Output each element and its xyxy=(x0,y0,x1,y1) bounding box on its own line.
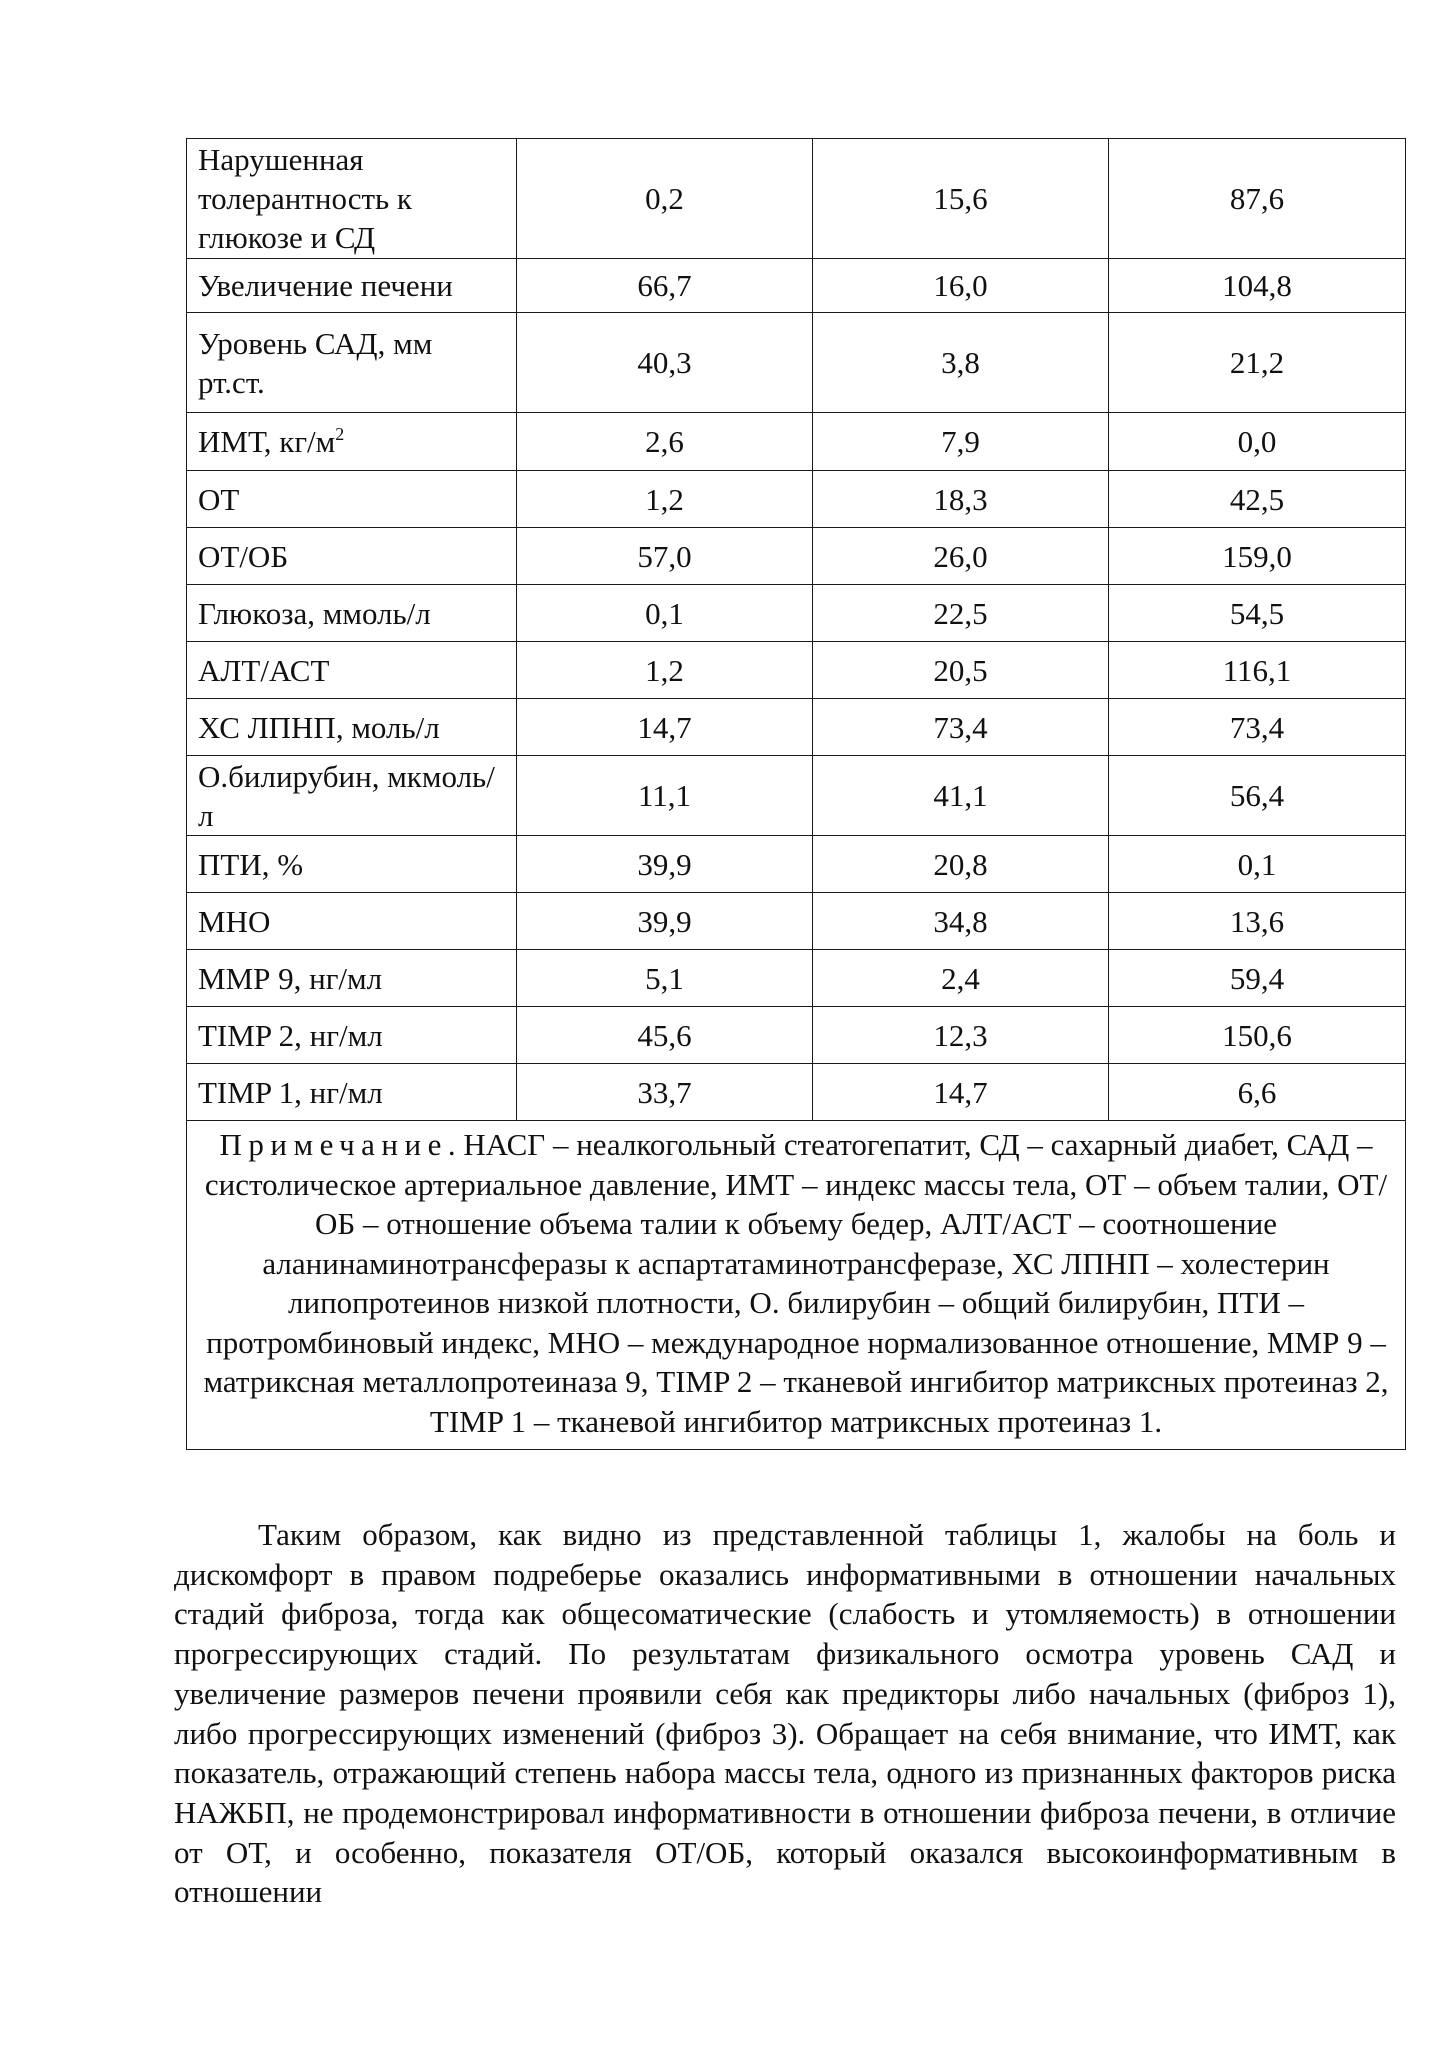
table-row xyxy=(187,471,1406,528)
value-cell: 66,7 xyxy=(517,259,813,313)
value-cell: 3,8 xyxy=(813,313,1109,413)
table-row xyxy=(187,699,1406,756)
table-row xyxy=(187,313,1406,413)
value-cell: 5,1 xyxy=(517,950,813,1007)
table-row xyxy=(187,893,1406,950)
value-cell: 41,1 xyxy=(813,756,1109,836)
value-cell: 40,3 xyxy=(517,313,813,413)
table-row xyxy=(187,642,1406,699)
indicator-label-text: Глюкоза, ммоль/л xyxy=(198,595,431,631)
value-cell: 15,6 xyxy=(813,139,1109,259)
value-cell: 42,5 xyxy=(1109,471,1406,528)
indicator-label xyxy=(187,756,517,836)
value-cell: 104,8 xyxy=(1109,259,1406,313)
value-cell: 16,0 xyxy=(813,259,1109,313)
value-cell: 0,2 xyxy=(517,139,813,259)
indicator-label-text: TIMP 2, нг/мл xyxy=(198,1017,383,1053)
value-cell: 6,6 xyxy=(1109,1064,1406,1121)
value-cell: 22,5 xyxy=(813,585,1109,642)
indicator-label-text: АЛТ/АСТ xyxy=(198,652,330,688)
indicator-label xyxy=(187,893,517,950)
value-cell: 116,1 xyxy=(1109,642,1406,699)
value-cell: 20,5 xyxy=(813,642,1109,699)
value-cell: 1,2 xyxy=(517,471,813,528)
value-cell: 57,0 xyxy=(517,528,813,585)
note-text: . НАСГ – неалкогольный стеатогепатит, СД – сахарный диабет, САД – систолическое артериальное давление, ИМТ – индекс массы тела, ОТ – объем талии, ОТ/ОБ – отношение объема талии к объему бедер, АЛТ/АСТ – соотношение аланинаминотрансферазы к аспартатаминотрансферазе, ХС ЛПНП – холестерин липопротеинов низкой плотности, О. билирубин – общий билирубин, ПТИ – протромбиновый индекс, МНО – международное нормализованное отношение, ММР 9 – матриксная металлопротеиназа 9, TIMP 2 – тканевой ингибитор матриксных протеиназ 2, TIMP 1 – тканевой ингибитор матриксных протеиназ 1. xyxy=(203,1127,1389,1439)
value-cell: 0,1 xyxy=(517,585,813,642)
indicator-label-text: ММР 9, нг/мл xyxy=(198,960,383,996)
value-cell: 13,6 xyxy=(1109,893,1406,950)
table-row xyxy=(187,950,1406,1007)
indicator-label xyxy=(187,139,517,259)
value-cell: 1,2 xyxy=(517,642,813,699)
value-cell: 73,4 xyxy=(1109,699,1406,756)
value-cell: 0,0 xyxy=(1109,413,1406,471)
body-paragraph: Таким образом, как видно из представленной таблицы 1, жалобы на боль и дискомфорт в правом подреберье оказались информативными в отношении начальных стадий фиброза, тогда как общесоматические (слабость и утомляемость) в отношении прогрессирующих стадий. По результатам физикального осмотра уровень САД и увеличение размеров печени проявили себя как предикторы либо начальных (фиброз 1), либо прогрессирующих изменений (фиброз 3). Обращает на себя внимание, что ИМТ, как показатель, отражающий степень набора массы тела, одного из признанных факторов риска НАЖБП, не продемонстрировал информативности в отношении фиброза печени, в отличие от ОТ, и особенно, показателя ОТ/ОБ, который оказался высокоинформативным в отношении xyxy=(174,1517,1396,1910)
value-cell: 14,7 xyxy=(517,699,813,756)
indicator-label xyxy=(187,313,517,413)
indicator-label-text: ОТ xyxy=(198,481,240,517)
value-cell: 39,9 xyxy=(517,836,813,893)
indicator-label-text: Нарушенная толерантность к глюкозе и СД xyxy=(198,142,412,255)
value-cell: 59,4 xyxy=(1109,950,1406,1007)
value-cell: 56,4 xyxy=(1109,756,1406,836)
indicator-label xyxy=(187,699,517,756)
value-cell: 159,0 xyxy=(1109,528,1406,585)
indicator-label xyxy=(187,471,517,528)
indicator-label-text: ИМТ, кг/м xyxy=(198,424,336,459)
value-cell: 45,6 xyxy=(517,1007,813,1064)
table-row xyxy=(187,1064,1406,1121)
value-cell: 2,6 xyxy=(517,413,813,471)
table-note xyxy=(187,1121,1406,1450)
table-row xyxy=(187,528,1406,585)
value-cell: 2,4 xyxy=(813,950,1109,1007)
indicator-label-text: Уровень САД, мм рт.ст. xyxy=(198,325,433,400)
value-cell: 34,8 xyxy=(813,893,1109,950)
table-row xyxy=(187,139,1406,259)
value-cell: 14,7 xyxy=(813,1064,1109,1121)
table-note-row xyxy=(187,1121,1406,1450)
table-row xyxy=(187,585,1406,642)
indicator-label-text: ОТ/ОБ xyxy=(198,538,289,574)
table-row xyxy=(187,413,1406,471)
indicator-label-text: TIMP 1, нг/мл xyxy=(198,1074,383,1110)
indicator-label xyxy=(187,413,517,471)
indicator-label-text: О.билирубин, мкмоль/л xyxy=(198,758,495,833)
table-row xyxy=(187,259,1406,313)
indicator-label xyxy=(187,585,517,642)
value-cell: 54,5 xyxy=(1109,585,1406,642)
indicator-label xyxy=(187,1064,517,1121)
value-cell: 39,9 xyxy=(517,893,813,950)
table-row xyxy=(187,756,1406,836)
indicator-label xyxy=(187,836,517,893)
value-cell: 21,2 xyxy=(1109,313,1406,413)
value-cell: 26,0 xyxy=(813,528,1109,585)
indicator-label xyxy=(187,1007,517,1064)
superscript: 2 xyxy=(335,424,345,444)
indicator-table xyxy=(186,138,1406,1450)
value-cell: 150,6 xyxy=(1109,1007,1406,1064)
indicator-label xyxy=(187,528,517,585)
value-cell: 0,1 xyxy=(1109,836,1406,893)
indicator-label xyxy=(187,950,517,1007)
table-row xyxy=(187,836,1406,893)
indicator-label-text: МНО xyxy=(198,903,271,939)
value-cell: 20,8 xyxy=(813,836,1109,893)
note-lead: Примечание xyxy=(219,1127,448,1162)
value-cell: 73,4 xyxy=(813,699,1109,756)
value-cell: 11,1 xyxy=(517,756,813,836)
indicator-label-text: ПТИ, % xyxy=(198,846,304,882)
indicator-label-text: ХС ЛПНП, моль/л xyxy=(198,709,440,745)
value-cell: 18,3 xyxy=(813,471,1109,528)
value-cell: 7,9 xyxy=(813,413,1109,471)
value-cell: 87,6 xyxy=(1109,139,1406,259)
value-cell: 12,3 xyxy=(813,1007,1109,1064)
table-row xyxy=(187,1007,1406,1064)
indicator-label xyxy=(187,259,517,313)
value-cell: 33,7 xyxy=(517,1064,813,1121)
indicator-label-text: Увеличение печени xyxy=(198,268,453,303)
indicator-label xyxy=(187,642,517,699)
